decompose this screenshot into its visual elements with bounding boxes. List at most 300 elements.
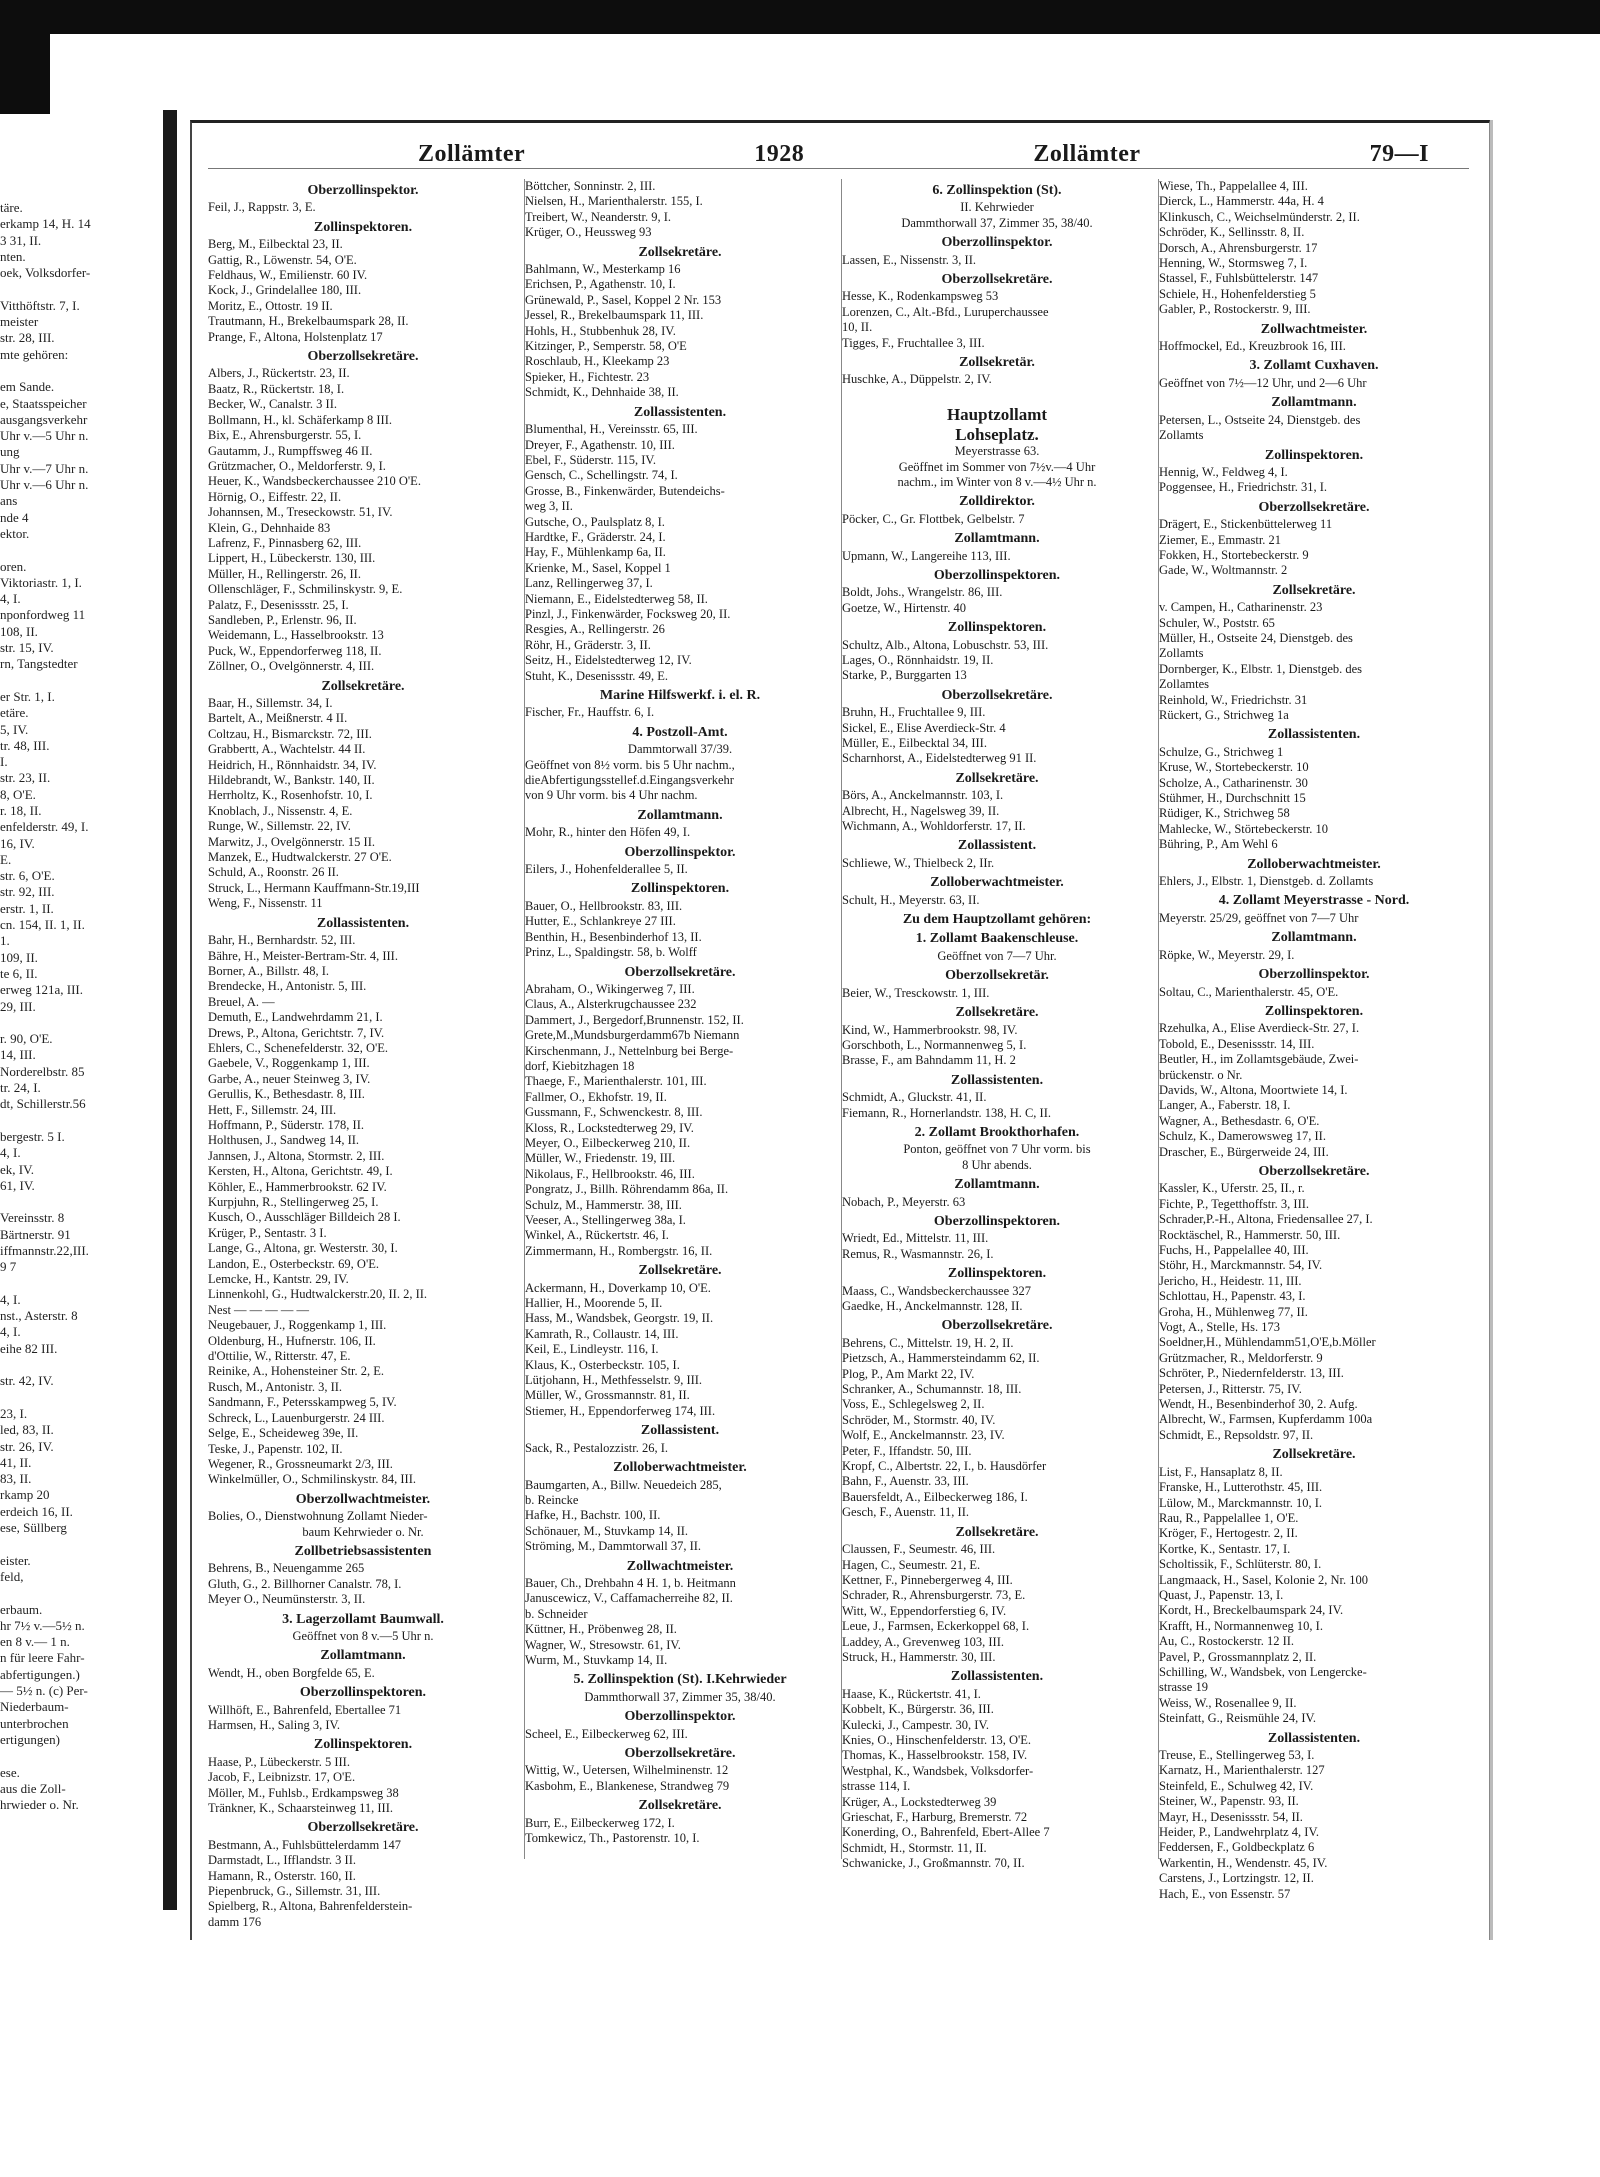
directory-entry: Grützmacher, R., Meldorferstr. 9 (1159, 1350, 1323, 1365)
section-heading: Oberzollsekretäre. (941, 687, 1053, 703)
directory-entry: Linnenkohl, G., Hudtwalckerstr.20, II. 2, II. (208, 1287, 428, 1302)
directory-entry: Fallmer, O., Ekhofstr. 19, II. (525, 1089, 667, 1104)
directory-entry: Schuld, A., Roonstr. 26 II. (208, 865, 339, 880)
directory-entry: Schönauer, M., Stuvkamp 14, II. (525, 1523, 689, 1538)
directory-entry: Palatz, F., Desenissstr. 25, I. (208, 597, 349, 612)
directory-entry: Schmidt, A., Gluckstr. 41, II. (842, 1090, 987, 1105)
section-heading: 2. Zollamt Brookthorhafen. (914, 1124, 1080, 1140)
prev-page-line: 41, II. (0, 1454, 32, 1470)
directory-entry: Marwitz, J., Ovelgönnerstr. 15 II. (208, 834, 375, 849)
directory-entry: Sickel, E., Elise Averdieck-Str. 4 (842, 720, 1006, 735)
directory-entry: Moritz, E., Ottostr. 19 II. (208, 298, 333, 313)
directory-entry: Boldt, Johs., Wrangelstr. 86, III. (842, 585, 1003, 600)
prev-page-line: str. 26, IV. (0, 1438, 54, 1454)
directory-entry: Fischer, Fr., Hauffstr. 6, I. (525, 705, 655, 720)
section-heading: Zollassistenten. (1267, 1730, 1361, 1746)
directory-entry: Claussen, F., Seumestr. 46, III. (842, 1542, 996, 1557)
directory-entry: Struck, L., Hermann Kauffmann-Str.19,III (208, 880, 420, 895)
directory-entry: Hallier, H., Moorende 5, II. (525, 1296, 663, 1311)
directory-entry: Lorenzen, C., Alt.-Bfd., Luruperchaussee (842, 304, 1049, 319)
directory-entry: Kobbelt, K., Bürgerstr. 36, III. (842, 1702, 994, 1717)
section-heading: Oberzollinspektoren. (933, 567, 1061, 583)
directory-entry: Klinkusch, C., Weichselmünderstr. 2, II. (1159, 209, 1360, 224)
section-heading: Zollsekretär. (959, 355, 1035, 371)
prev-page-line: str. 6, O'E. (0, 868, 55, 884)
directory-entry: Grünewald, P., Sasel, Koppel 2 Nr. 153 (525, 292, 722, 307)
directory-entry: Schreck, L., Lauenburgerstr. 24 III. (208, 1410, 385, 1425)
directory-entry: Stöhr, H., Marckmannstr. 54, IV. (1159, 1258, 1323, 1273)
directory-entry: Grützmacher, O., Meldorferstr. 9, I. (208, 458, 386, 473)
directory-entry: Müller, H., Ostseite 24, Dienstgeb. des (1159, 630, 1353, 645)
prev-page-line: E. (0, 851, 12, 867)
section-subtitle: Geöffnet von 8 v.—5 Uhr n. (292, 1628, 434, 1643)
directory-entry: Rüdiger, K., Strichweg 58 (1159, 806, 1290, 821)
prev-page-line: 83, II. (0, 1471, 32, 1487)
prev-page-line: Bärtnerstr. 91 (0, 1226, 71, 1242)
directory-entry: Demuth, E., Landwehrdamm 21, I. (208, 1010, 383, 1025)
directory-entry: Weng, F., Nissenstr. 11 (208, 896, 323, 911)
section-heading: Oberzollsekretäre. (307, 349, 419, 365)
directory-entry: Kind, W., Hammerbrookstr. 98, IV. (842, 1022, 1018, 1037)
scan-top-edge (0, 0, 1600, 34)
directory-entry: Knies, O., Hinschenfelderstr. 13, O'E. (842, 1732, 1032, 1747)
directory-entry: Trautmann, H., Brekelbaumspark 28, II. (208, 314, 409, 329)
directory-entry: Lages, O., Rönnhaidstr. 19, II. (842, 652, 994, 667)
directory-entry: Vogt, A., Stelle, Hs. 173 (1159, 1320, 1280, 1335)
directory-entry: Gussmann, F., Schwenckestr. 8, III. (525, 1105, 703, 1120)
directory-entry: List, F., Hansaplatz 8, II. (1159, 1464, 1283, 1479)
prev-page-line: ese. (0, 1764, 20, 1780)
directory-entry: Brasse, F., am Bahndamm 11, H. 2 (842, 1053, 1016, 1068)
directory-entry: Langer, A., Faberstr. 18, I. (1159, 1098, 1291, 1113)
directory-entry: Pietzsch, A., Hammersteindamm 62, II. (842, 1351, 1040, 1366)
directory-entry: Müller, W., Grossmannstr. 81, II. (525, 1388, 690, 1403)
directory-entry: v. Campen, H., Catharinenstr. 23 (1159, 600, 1323, 615)
directory-entry: Hass, M., Wandsbek, Georgstr. 19, II. (525, 1311, 714, 1326)
prev-page-line: 1. (0, 933, 10, 949)
directory-entry: Gabler, P., Rostockerstr. 9, III. (1159, 302, 1311, 317)
section-heading: Zollassistenten. (1267, 727, 1361, 743)
section-heading: Oberzollsekretäre. (1258, 1163, 1370, 1179)
directory-entry: Rocktäschel, R., Hammerstr. 50, III. (1159, 1227, 1341, 1242)
section-heading: Oberzollsekretäre. (624, 1746, 736, 1761)
directory-entry: Röpke, W., Meyerstr. 29, I. (1159, 947, 1295, 962)
prev-page-line: 108, II. (0, 623, 38, 639)
section-subtitle: Geöffnet von 7—7 Uhr. (937, 948, 1057, 963)
prev-page-line: led, 83, II. (0, 1422, 54, 1438)
directory-entry: Hay, F., Mühlenkamp 6a, II. (525, 545, 666, 560)
directory-entry: Mohr, R., hinter den Höfen 49, I. (525, 825, 691, 840)
directory-entry: Davids, W., Altona, Moortwiete 14, I. (1159, 1082, 1348, 1097)
directory-entry: Beutler, H., im Zollamtsgebäude, Zwei- (1159, 1052, 1359, 1067)
directory-entry: Kersten, H., Altona, Gerichtstr. 49, I. (208, 1164, 393, 1179)
section-heading: Marine Hilfswerkf. i. el. R. (599, 688, 761, 703)
prev-page-line: 61, IV. (0, 1177, 35, 1193)
directory-entry: Gerullis, K., Bethesdastr. 8, III. (208, 1087, 365, 1102)
column-4 (1158, 179, 1469, 1901)
prev-page-line: erkamp 14, H. 14 (0, 216, 91, 232)
directory-entry: Müller, H., Rellingerstr. 26, II. (208, 566, 361, 581)
directory-entry: Knoblach, J., Nissenstr. 4, E. (208, 803, 353, 818)
section-heading: Oberzollsekretäre. (941, 272, 1053, 288)
header-year: 1928 (754, 141, 805, 167)
prev-page-line: erbaum. (0, 1601, 43, 1617)
prev-page-line (0, 1015, 160, 1031)
directory-entry: Zollamts (1159, 646, 1204, 661)
directory-entry: Albrecht, H., Nagelsweg 39, II. (842, 803, 1000, 818)
directory-entry: Breuel, A. — (208, 994, 275, 1009)
directory-entry: Plog, P., Am Markt 22, IV. (842, 1366, 975, 1381)
directory-entry: Ehlers, C., Schenefelderstr. 32, O'E. (208, 1040, 388, 1055)
directory-entry: von 9 Uhr vorm. bis 4 Uhr nachm. (525, 788, 698, 803)
directory-entry: weg 3, II. (525, 499, 573, 514)
section-heading: 1. Zollamt Baakenschleuse. (915, 931, 1079, 947)
directory-entry: Bix, E., Ahrensburgerstr. 55, I. (208, 428, 362, 443)
prev-page-line: em Sande. (0, 379, 55, 395)
prev-page-line: erweg 121a, III. (0, 982, 84, 998)
directory-entry: Bahlmann, W., Mesterkamp 16 (525, 262, 681, 277)
directory-entry: Groha, H., Mühlenweg 77, II. (1159, 1304, 1308, 1319)
directory-entry: Pöcker, C., Gr. Flottbek, Gelbelstr. 7 (842, 511, 1025, 526)
directory-entry: Heidrich, H., Rönnhaidstr. 34, IV. (208, 757, 377, 772)
prev-page-line: bergestr. 5 I. (0, 1128, 65, 1144)
section-heading: Zollamtmann. (954, 531, 1040, 547)
prev-page-line: 4, I. (0, 1291, 21, 1307)
directory-entry: Behrens, C., Mittelstr. 19, H. 2, II. (842, 1335, 1014, 1350)
directory-entry: Oldenburg, H., Hufnerstr. 106, II. (208, 1333, 376, 1348)
directory-entry: Selge, E., Scheideweg 39e, II. (208, 1426, 359, 1441)
section-heading: Zollamtmann. (320, 1648, 406, 1664)
directory-entry: Schranker, A., Schumannstr. 18, III. (842, 1382, 1022, 1397)
columns (208, 179, 1469, 1929)
directory-entry: Fuchs, H., Pappelallee 40, III. (1159, 1243, 1309, 1257)
section-heading: Zollsekretäre. (321, 678, 405, 694)
prev-page-line: Viktoriastr. 1, I. (0, 574, 82, 590)
directory-entry: Pongratz, J., Billh. Röhrendamm 86a, II. (525, 1182, 729, 1197)
prev-page-line: 4, I. (0, 591, 21, 607)
directory-entry: Hohls, H., Stubbenhuk 28, IV. (525, 323, 676, 338)
directory-entry: Jannsen, J., Altona, Stormstr. 2, III. (208, 1148, 385, 1163)
directory-entry: Weiss, W., Rosenallee 9, II. (1159, 1695, 1297, 1710)
directory-entry: Herrholtz, K., Rosenhofstr. 10, I. (208, 788, 373, 803)
prev-page-line: e, Staatsspeicher (0, 395, 87, 411)
prev-page-line: ek, IV. (0, 1161, 35, 1177)
prev-page-line: ausgangsverkehr (0, 411, 88, 427)
directory-entry: Röhr, H., Gräderstr. 3, II. (525, 637, 651, 652)
directory-entry: Kettner, F., Pinnebergerweg 4, III. (842, 1572, 1013, 1587)
directory-entry: Petersen, L., Ostseite 24, Dienstgeb. des (1159, 412, 1361, 427)
prev-page-line (0, 673, 160, 689)
prev-page-line: iffmannstr.22,III. (0, 1243, 89, 1258)
directory-entry: Jessel, R., Brekelbaumspark 11, III. (525, 308, 704, 323)
directory-entry: strasse 114, I. (842, 1779, 911, 1794)
section-heading: Oberzollinspektor. (624, 844, 736, 860)
directory-entry: Hildebrandt, W., Bankstr. 140, II. (208, 773, 375, 788)
directory-entry: Warkentin, H., Wendenstr. 45, IV. (1159, 1855, 1328, 1870)
directory-entry: Stuht, K., Desenissstr. 49, E. (525, 668, 669, 683)
directory-entry: brückenstr. o Nr. (1159, 1067, 1243, 1082)
directory-entry: Geöffnet von 8½ vorm. bis 5 Uhr nachm., (525, 757, 735, 772)
directory-entry: Zimmermann, H., Rombergstr. 16, II. (525, 1243, 713, 1258)
prev-page-line: 23, I. (0, 1405, 28, 1421)
directory-entry: Grieschat, F., Harburg, Bremerstr. 72 (842, 1810, 1028, 1824)
directory-entry: Bahn, F., Auenstr. 33, III. (842, 1474, 969, 1489)
prev-page-line: — 5½ n. (c) Per- (0, 1683, 88, 1699)
directory-entry: Gensch, C., Schellingstr. 74, I. (525, 468, 678, 483)
section-heading: 5. Zollinspektion (St). I.Kehrwieder (573, 1672, 787, 1688)
directory-entry: Küttner, H., Pröbenweg 28, II. (525, 1622, 677, 1637)
directory-entry: Dreyer, F., Agathenstr. 10, III. (525, 437, 675, 452)
directory-entry: Laddey, A., Grevenweg 103, III. (842, 1634, 1004, 1649)
prev-page-line: Uhr v.—5 Uhr n. (0, 428, 89, 444)
directory-entry: Kulecki, J., Campestr. 30, IV. (842, 1717, 989, 1732)
directory-entry: Dierck, L., Hammerstr. 44a, H. 4 (1159, 194, 1324, 209)
prev-page-line: hr 7½ v.—5½ n. (0, 1617, 85, 1633)
directory-entry: Jacob, F., Leibnizstr. 17, O'E. (208, 1770, 356, 1785)
directory-entry: Krafft, H., Normannenweg 10, I. (1159, 1618, 1323, 1633)
section-heading: Zollwachtmeister. (1260, 321, 1368, 337)
directory-entry: Benthin, H., Besenbinderhof 13, II. (525, 929, 702, 944)
directory-entry: Steiner, W., Papenstr. 93, II. (1159, 1794, 1299, 1809)
prev-page-line: erdeich 16, II. (0, 1503, 73, 1519)
section-heading: 4. Zollamt Meyerstrasse - Nord. (1218, 893, 1410, 909)
section-subtitle: Dammthorwall 37, Zimmer 35, 38/40. (584, 1689, 776, 1704)
directory-entry: Müller, E., Eilbecktal 34, III. (842, 736, 987, 750)
directory-entry: Schliewe, W., Thielbeck 2, IIr. (842, 855, 995, 870)
directory-entry: Au, C., Rostockerstr. 12 II. (1159, 1634, 1295, 1649)
directory-entry: Sandmann, F., Petersskampweg 5, IV. (208, 1395, 397, 1410)
section-heading: Zollassistenten. (316, 915, 410, 931)
prev-page-line: nst., Asterstr. 8 (0, 1308, 78, 1324)
prev-page-line: 9 7 (0, 1259, 17, 1275)
section-heading: Zollassistent. (640, 1423, 720, 1439)
section-heading: Oberzollsekretäre. (624, 964, 736, 980)
prev-page-line: Niederbaum- (0, 1699, 69, 1715)
prev-page-line (0, 1113, 160, 1129)
directory-entry: Fokken, H., Stortebeckerstr. 9 (1159, 547, 1309, 562)
directory-entry: Holthusen, J., Sandweg 14, II. (208, 1133, 360, 1148)
section-heading: Zolloberwachtmeister. (613, 1460, 747, 1476)
prev-page-line: te 6, II. (0, 965, 38, 981)
section-heading: Oberzollsekretäre. (941, 1318, 1053, 1334)
directory-entry: Stühmer, H., Durchschnitt 15 (1159, 791, 1306, 806)
section-subtitle: nachm., im Winter von 8 v.—4½ Uhr n. (897, 474, 1097, 489)
directory-entry: Bartelt, A., Meißnerstr. 4 II. (208, 711, 348, 726)
section-heading: Zollinspektoren. (313, 219, 413, 235)
directory-entry: Treuse, E., Stellingerweg 53, I. (1159, 1748, 1315, 1762)
directory-entry: Keil, E., Lindleystr. 116, I. (525, 1342, 659, 1357)
directory-entry: Schulz, K., Damerowsweg 17, II. (1159, 1129, 1326, 1144)
book-spine (163, 110, 177, 1910)
directory-entry: Claus, A., Alsterkrugchaussee 232 (525, 997, 697, 1012)
section-heading: Oberzollinspektoren. (299, 1685, 427, 1701)
prev-page-line: Norderelbstr. 85 (0, 1063, 85, 1079)
directory-entry: Kortke, K., Sentastr. 17, I. (1159, 1541, 1291, 1556)
directory-entry: Hesse, K., Rodenkampsweg 53 (842, 289, 999, 304)
prev-page-line: nde 4 (0, 509, 29, 525)
page-header (208, 141, 1469, 169)
section-heading: Oberzollinspektor. (941, 235, 1053, 251)
prev-page-line (0, 1748, 160, 1764)
directory-entry: Franske, H., Lutterothstr. 45, III. (1159, 1480, 1323, 1495)
directory-entry: Kasbohm, E., Blankenese, Strandweg 79 (525, 1778, 730, 1793)
section-heading: Zollinspektoren. (947, 1266, 1047, 1282)
directory-entry: Hutter, E., Schlankreye 27 III. (525, 914, 676, 929)
directory-entry: Hennig, W., Feldweg 4, I. (1159, 464, 1288, 479)
directory-entry: Witt, W., Eppendorferstieg 6, IV. (842, 1603, 1007, 1618)
directory-entry: Kordt, H., Breckelbaumspark 24, IV. (1159, 1603, 1344, 1618)
directory-entry: Zollamtes (1159, 677, 1209, 692)
section-heading: Zollinspektoren. (947, 620, 1047, 636)
section-heading: Zollwachtmeister. (626, 1558, 734, 1574)
prev-page-line: r. 18, II. (0, 802, 42, 818)
section-heading: Zolloberwachtmeister. (1247, 856, 1381, 872)
directory-entry: Abraham, O., Wikingerweg 7, III. (525, 981, 695, 996)
directory-entry: Schultz, Alb., Altona, Lobuschstr. 53, III. (842, 637, 1049, 652)
column-2 (524, 179, 835, 1859)
directory-entry: Schiele, H., Hohenfelderstieg 5 (1159, 286, 1316, 301)
directory-entry: Wiese, Th., Pappelallee 4, III. (1159, 179, 1308, 193)
section-heading: Zolldirektor. (959, 494, 1035, 510)
section-heading: Zollsekretäre. (955, 1005, 1039, 1021)
directory-entry: Upmann, W., Langereihe 113, III. (842, 548, 1011, 563)
directory-entry: 10, II. (842, 320, 873, 335)
directory-entry: Bestmann, A., Fuhlsbüttelerdamm 147 (208, 1837, 402, 1852)
directory-entry: Krienke, M., Sasel, Koppel 1 (525, 560, 671, 575)
directory-entry: Quast, J., Papenstr. 13, I. (1159, 1587, 1284, 1602)
directory-entry: Baar, H., Sillemstr. 34, I. (208, 696, 333, 710)
directory-entry: Haase, P., Lübeckerstr. 5 III. (208, 1754, 350, 1769)
directory-entry: Petersen, J., Ritterstr. 75, IV. (1159, 1381, 1302, 1396)
header-left: Zollämter (418, 141, 526, 167)
directory-entry: Beier, W., Tresckowstr. 1, III. (842, 985, 990, 1000)
directory-entry: Hoffmockel, Ed., Kreuzbrook 16, III. (1159, 339, 1346, 354)
directory-entry: Jericho, H., Heidestr. 11, III. (1159, 1273, 1302, 1288)
directory-entry: Wittig, W., Uetersen, Wilhelminenstr. 12 (525, 1763, 729, 1778)
directory-entry: Bahr, H., Bernhardstr. 52, III. (208, 933, 356, 948)
directory-entry: Schrader, R., Ahrensburgerstr. 73, E. (842, 1588, 1026, 1603)
directory-entry: Heuer, K., Wandsbeckerchaussee 210 O'E. (208, 474, 421, 489)
directory-entry: Kröger, F., Hertogestr. 2, II. (1159, 1526, 1298, 1541)
directory-entry: Köhler, E., Hammerbrookstr. 62 IV. (208, 1179, 387, 1194)
section-subtitle: Meyerstrasse 63. (954, 444, 1040, 459)
directory-entry: Willhöft, E., Bahrenfeld, Ebertallee 71 (208, 1702, 402, 1717)
directory-entry: Drascher, E., Bürgerweide 24, III. (1159, 1144, 1329, 1159)
directory-entry: Börs, A., Anckelmannstr. 103, I. (842, 788, 1004, 803)
directory-entry: Grabbertt, A., Wachtelstr. 44 II. (208, 742, 366, 757)
directory-entry: Hett, F., Sillemstr. 24, III. (208, 1102, 337, 1117)
directory-entry: Schilling, W., Wandsbek, von Lengercke- (1159, 1664, 1367, 1679)
prev-page-line: enfelderstr. 49, I. (0, 819, 89, 835)
directory-entry: Krüger, P., Sentastr. 3 I. (208, 1225, 327, 1240)
directory-entry: Ströming, M., Dammtorwall 37, II. (525, 1539, 702, 1554)
page-edge (1490, 120, 1493, 1940)
prev-page-line: Vereinsstr. 8 (0, 1210, 65, 1226)
directory-entry: Sandleben, P., Erlenstr. 96, II. (208, 612, 357, 627)
directory-entry: Huschke, A., Düppelstr. 2, IV. (842, 372, 992, 387)
directory-entry: Burr, E., Eilbeckerweg 172, I. (525, 1815, 675, 1830)
directory-entry: Thomas, K., Hasselbrookstr. 158, IV. (842, 1748, 1028, 1763)
section-heading: Zolloberwachtmeister. (930, 875, 1064, 891)
directory-entry: Schröder, K., Sellinsstr. 8, II. (1159, 225, 1305, 240)
section-heading: Zollamtmann. (637, 807, 723, 823)
directory-entry: Stiemer, H., Eppendorferweg 174, III. (525, 1403, 716, 1418)
prev-page-line: feld, (0, 1568, 24, 1584)
directory-entry: Feil, J., Rappstr. 3, E. (208, 200, 316, 215)
directory-entry: Reinhold, W., Friedrichstr. 31 (1159, 692, 1308, 707)
directory-entry: Berg, M., Eilbecktal 23, II. (208, 237, 343, 252)
section-heading: Zollassistent. (957, 838, 1037, 854)
section-heading: 4. Postzoll-Amt. (632, 724, 728, 740)
section-heading: Zollinspektoren. (1264, 1003, 1364, 1019)
directory-entry: Schuler, W., Poststr. 65 (1159, 615, 1275, 630)
directory-entry: Erichsen, P., Agathenstr. 10, I. (525, 277, 676, 292)
directory-entry: Nest — — — — — (208, 1302, 310, 1317)
directory-entry: Bauersfeldt, A., Eilbeckerweg 186, I. (842, 1489, 1028, 1504)
directory-entry: Meyer, O., Eilbeckerweg 210, II. (525, 1135, 691, 1150)
directory-entry: Krüger, A., Lockstedterweg 39 (842, 1794, 997, 1809)
directory-entry: Fichte, P., Tegetthoffstr. 3, III. (1159, 1196, 1310, 1211)
directory-entry: Niemann, E., Eidelstedterweg 58, II. (525, 591, 708, 606)
section-subtitle: Dammtorwall 37/39. (627, 742, 733, 757)
prev-page-line: unterbrochen (0, 1715, 69, 1731)
directory-entry: Hach, E., von Essenstr. 57 (1159, 1886, 1291, 1901)
directory-entry: Garbe, A., neuer Steinweg 3, IV. (208, 1071, 371, 1086)
section-heading: 3. Lagerzollamt Baumwall. (282, 1611, 444, 1627)
prev-page-line: 4, I. (0, 1324, 21, 1340)
directory-entry: Gaebele, V., Roggenkamp 1, III. (208, 1056, 370, 1071)
directory-entry: Gluth, G., 2. Billhorner Canalstr. 78, I. (208, 1576, 402, 1591)
directory-entry: Baatz, R., Rückertstr. 18, I. (208, 381, 345, 396)
prev-page-line: Uhr v.—6 Uhr n. (0, 477, 89, 493)
directory-entry: Becker, W., Canalstr. 3 II. (208, 397, 337, 412)
directory-entry: Nielsen, H., Marienthalerstr. 155, I. (525, 194, 703, 209)
section-heading: Zollinspektoren. (630, 881, 730, 897)
directory-entry: Kamrath, R., Collaustr. 14, III. (525, 1326, 679, 1341)
section-heading: Oberzollinspektor. (307, 183, 419, 198)
directory-entry: Resgies, A., Rellingerstr. 26 (525, 622, 665, 637)
section-heading: Zollamtmann. (1271, 395, 1357, 411)
prev-page-line: rkamp 20 (0, 1487, 50, 1503)
prev-page-line: nten. (0, 248, 26, 264)
prev-page-line: ektor. (0, 525, 30, 541)
directory-entry: Rusch, M., Antonistr. 3, II. (208, 1379, 343, 1394)
prev-page-line: eihe 82 III. (0, 1340, 58, 1356)
directory-entry: b. Reincke (525, 1492, 579, 1507)
section-heading: Zollsekretäre. (1272, 582, 1356, 598)
section-heading: Zollbetriebsassistenten (294, 1543, 432, 1559)
directory-entry: Gaedke, H., Anckelmannstr. 128, II. (842, 1299, 1023, 1313)
directory-entry: Maass, C., Wandsbeckerchaussee 327 (842, 1283, 1031, 1298)
prev-page-line: cn. 154, II. 1, II. (0, 917, 85, 933)
directory-entry: Reinike, A., Hohensteiner Str. 2, E. (208, 1364, 385, 1379)
directory-entry: Westphal, K., Wandsbek, Volksdorfer- (842, 1763, 1034, 1778)
directory-entry: Wendt, H., Besenbinderhof 30, 2. Aufg. (1159, 1397, 1358, 1412)
directory-entry: Lafrenz, F., Pinnasberg 62, III. (208, 535, 362, 550)
section-heading: Zollamtmann. (1271, 930, 1357, 946)
directory-entry: Borner, A., Billstr. 48, I. (208, 963, 330, 978)
directory-entry: Harmsen, H., Saling 3, IV. (208, 1718, 341, 1732)
scan-left-edge (0, 34, 50, 114)
directory-entry: Lanz, Rellingerweg 37, I. (525, 576, 653, 591)
prev-page-line: str. 28, III. (0, 330, 55, 346)
section-heading: Zollsekretäre. (955, 1524, 1039, 1540)
directory-entry: Kloss, R., Lockstedterweg 29, IV. (525, 1120, 694, 1135)
column-1 (208, 179, 518, 1929)
directory-entry: Wagner, A., Bethesdastr. 6, O'E. (1159, 1113, 1320, 1128)
directory-entry: dieAbfertigungsstellef.d.Eingangsverkehr (525, 773, 734, 788)
prev-page-line: tr. 24, I. (0, 1080, 41, 1096)
